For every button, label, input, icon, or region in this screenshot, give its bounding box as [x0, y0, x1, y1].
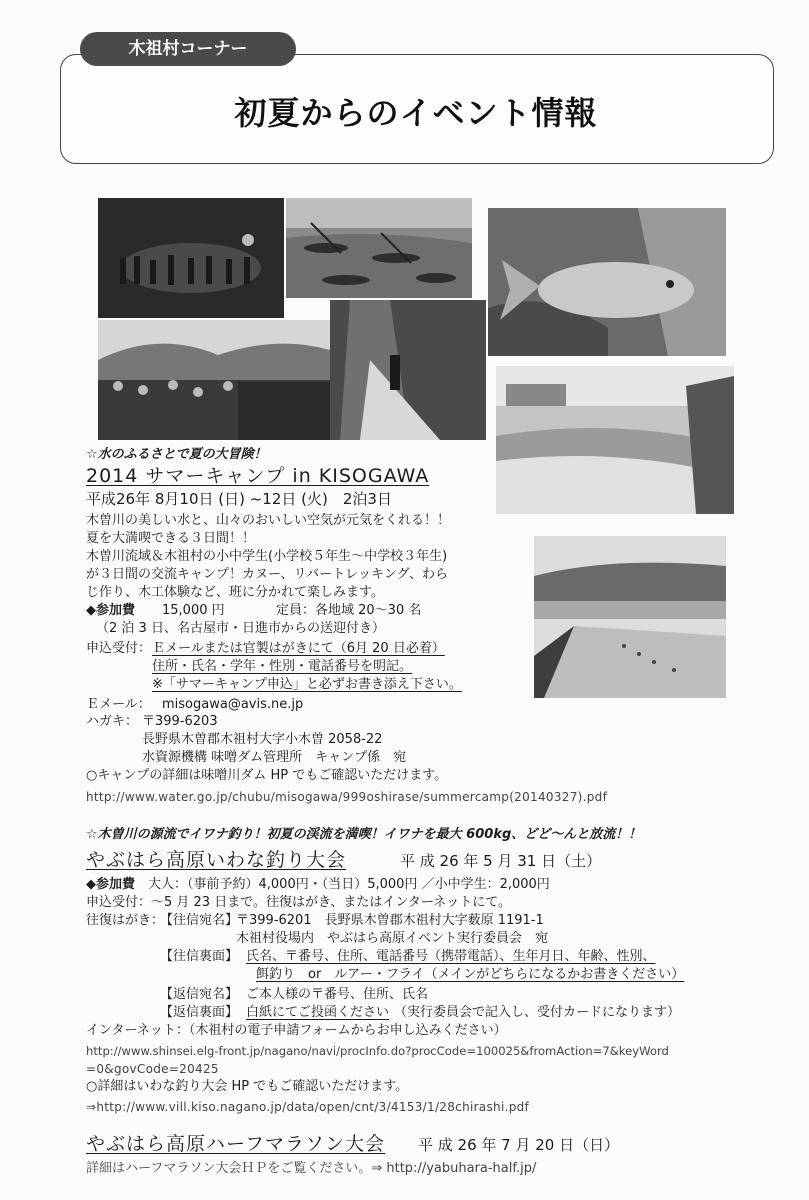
photo-dam-marathon	[534, 536, 726, 698]
fishing-back-label: 【往信裏面】	[160, 949, 239, 964]
fishing-retback-label: 【返信裏面】	[160, 1005, 239, 1020]
camp-fee: 15,000 円	[162, 603, 225, 618]
fishing-fee: 大人：（事前予約）4,000円・（当日）5,000円 ／小中学生：2,000円	[148, 877, 550, 892]
camp-desc-line: 木曽川の美しい水と、山々のおいしい空気が元気をくれる！！	[86, 513, 451, 528]
fishing-retback-note: （実行委員会で記入し、受付カードになります）	[394, 1005, 681, 1020]
photo-canoe	[286, 198, 472, 298]
camp-postcard-zip: 〒399-6203	[142, 714, 218, 729]
camp-desc-line: 木曽川流域＆木祖村の小中学生(小学校５年生～中学校３年生)	[86, 549, 448, 564]
marathon-title: やぶはら高原ハーフマラソン大会	[86, 1133, 386, 1155]
camp-date: 平成26年 8月10日 (日) ~12日 (火) 2泊3日	[86, 490, 392, 508]
fishing-pdf-link[interactable]: ⇒http://www.vill.kiso.nagano.jp/data/open/cnt/3/4153/1/28chirashi.pdf	[86, 1100, 530, 1114]
page-title: 初夏からのイベント情報	[234, 94, 598, 132]
camp-apply-line: Ｅメールまたは官製はがきにて（6月 20 日必着）	[152, 641, 445, 656]
camp-title: 2014 サマーキャンプ in KISOGAWA	[86, 465, 430, 487]
fishing-ret: ご本人様の〒番号、住所、氏名	[246, 987, 429, 1002]
camp-detail-note: ○キャンプの詳細は味噌川ダム HP でもご確認いただけます。	[86, 768, 448, 783]
fishing-fee-label: ◆参加費	[86, 877, 135, 892]
fishing-retback: 白紙にてご投函ください	[246, 1005, 390, 1020]
camp-fee-label: ◆参加費	[86, 603, 135, 618]
corner-label: 木祖村コーナー	[80, 32, 296, 66]
camp-apply-label: 申込受付：	[86, 641, 152, 656]
fishing-date: 平 成 26 年 5 月 31 日（土）	[400, 852, 602, 870]
fishing-dest: 〒399-6201 長野県木曽郡木祖村大字薮原 1191-1	[236, 913, 544, 928]
fishing-ret-label: 【返信宛名】	[160, 987, 239, 1002]
camp-desc-line: 夏を大満喫できる３日間！！	[86, 531, 256, 546]
fishing-back-line: 餌釣り or ルアー・フライ（メインがどちらになるかお書きください）	[256, 967, 685, 982]
camp-desc-line: じ作り、木工体験など、班に分かれて楽しみます。	[86, 585, 384, 600]
fishing-tagline: ☆木曽川の源流でイワナ釣り！初夏の渓流を満喫！イワナを最大 600kg、どど～んと放流！！	[86, 827, 642, 842]
marathon-date: 平 成 26 年 7 月 20 日（日）	[418, 1136, 620, 1154]
fishing-title: やぶはら高原いわな釣り大会	[86, 849, 347, 871]
photo-group	[98, 320, 330, 440]
camp-apply-line: ※「サマーキャンプ申込」と必ずお書き添え下さい。	[152, 677, 462, 692]
photo-night-campfire	[98, 198, 284, 318]
camp-capacity: 定員：各地域 20～30 名	[276, 603, 422, 618]
fishing-reply-label: 往復はがき：	[86, 913, 165, 928]
fishing-internet: インターネット：（木祖村の電子申請フォームからお申し込みください）	[86, 1023, 507, 1038]
fishing-dest-label: 【往信宛名】	[160, 913, 239, 928]
fishing-back-line: 氏名、〒番号、住所、電話番号（携帯電話）、生年月日、年齢、性別、	[246, 949, 656, 964]
fishing-form-link[interactable]: http://www.shinsei.elg-front.jp/nagano/navi/procInfo.do?procCode=100025&fromAction=7&keyWord	[86, 1044, 669, 1058]
camp-postcard-recipient: 水資源機構 味噌ダム管理所 キャンプ係 宛	[142, 750, 407, 765]
fishing-dest2: 木祖村役場内 やぶはら高原イベント実行委員会 宛	[236, 931, 549, 946]
fishing-deadline: 申込受付：～5 月 23 日まで。往復はがき、またはインターネットにて。	[86, 895, 512, 910]
photo-char-fish	[488, 208, 726, 356]
camp-desc-line: が３日間の交流キャンプ！カヌー、リバートレッキング、わら	[86, 567, 449, 582]
camp-email[interactable]: misogawa@avis.ne.jp	[162, 697, 304, 712]
marathon-detail: 詳細はハーフマラソン大会ＨＰをご覧ください。⇒ http://yabuhara-half.jp/	[86, 1161, 537, 1176]
photo-river-fishing	[496, 366, 734, 514]
camp-fee-note: （2 泊 3 日、名古屋市・日進市からの送迎付き）	[96, 621, 385, 636]
camp-tagline: ☆水のふるさとで夏の大冒険！	[86, 447, 267, 462]
camp-apply-line: 住所・氏名・学年・性別・電話番号を明記。	[152, 659, 413, 674]
fishing-detail-note: ○詳細はいわな釣り大会 HP でもご確認いただけます。	[86, 1079, 409, 1094]
fishing-form-link-cont[interactable]: =0&govCode=20425	[86, 1062, 219, 1076]
camp-postcard-label: ハガキ：	[86, 714, 139, 729]
camp-postcard-address: 長野県木曽郡木祖村大字小木曽 2058-22	[142, 732, 383, 747]
photo-waterfall	[330, 300, 486, 440]
camp-pdf-link[interactable]: http://www.water.go.jp/chubu/misogawa/999oshirase/summercamp(20140327).pdf	[86, 790, 608, 804]
camp-email-label: Ｅメール：	[86, 697, 151, 712]
